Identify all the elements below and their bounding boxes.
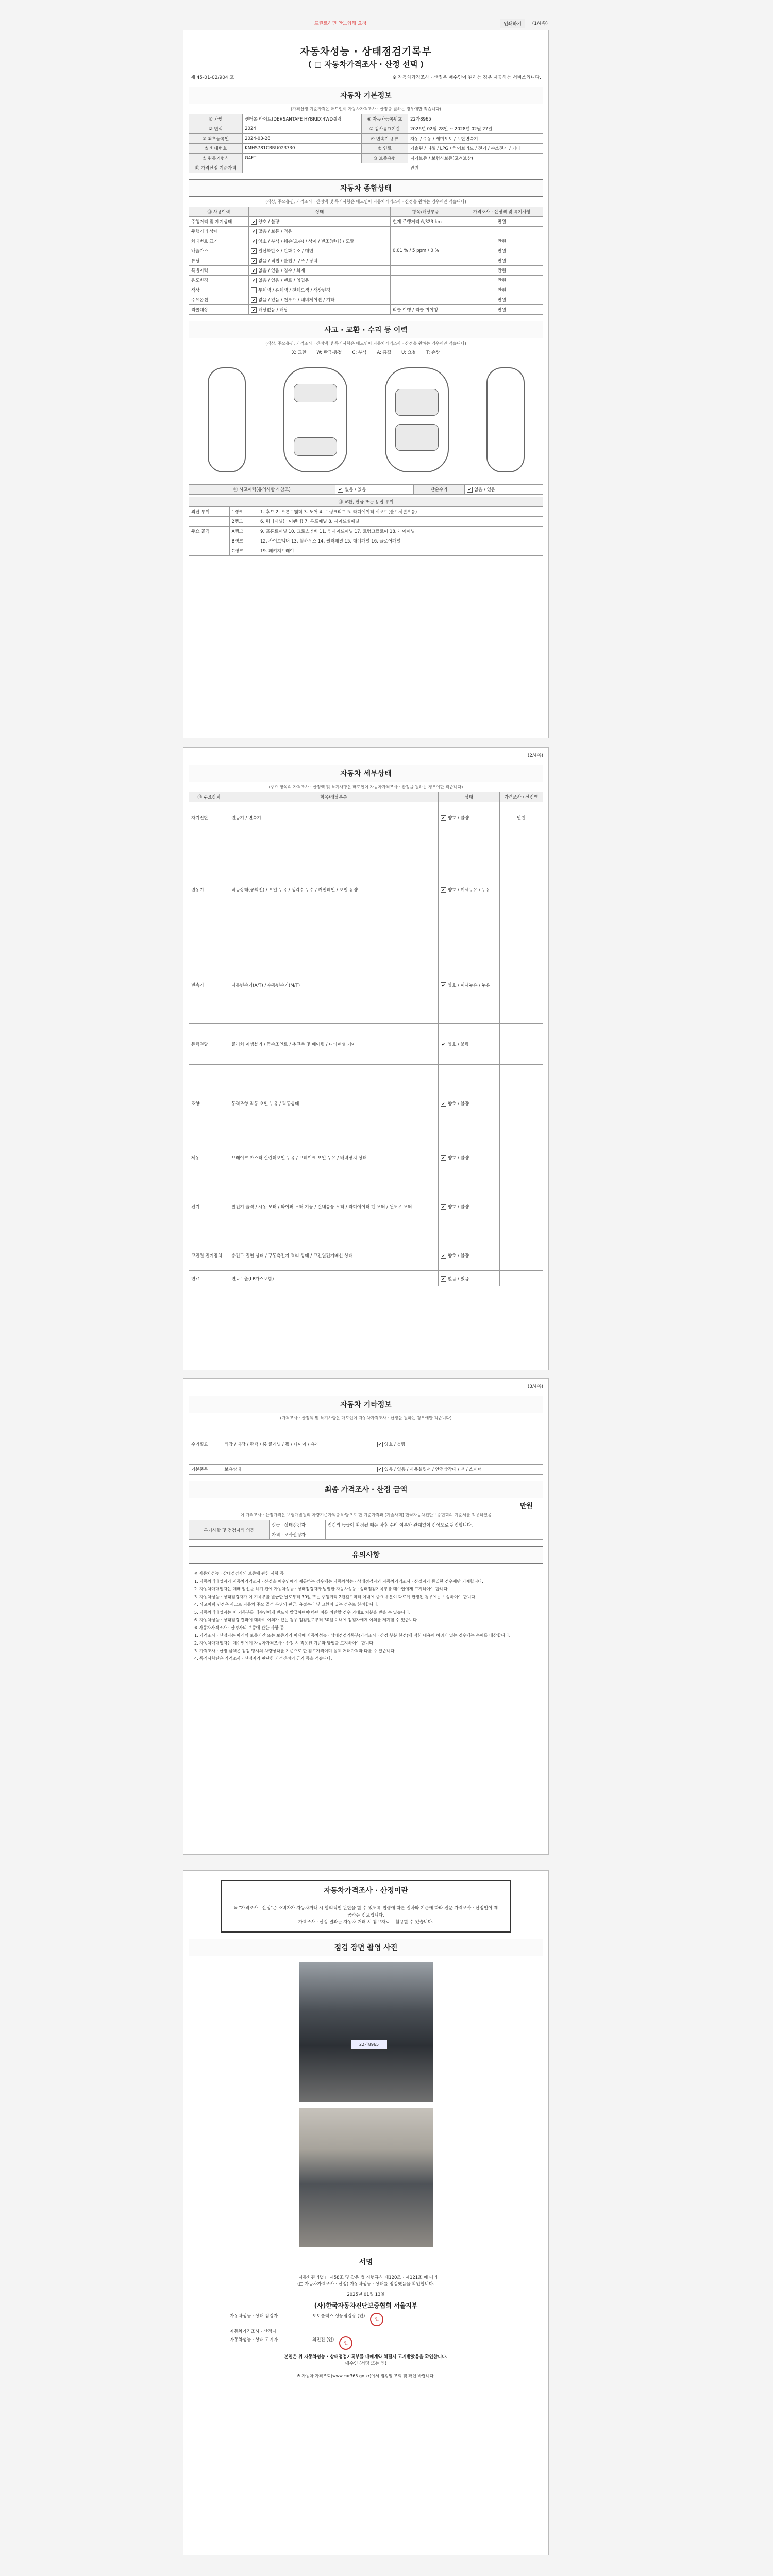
page-number: (2/4쪽) bbox=[527, 753, 543, 758]
page-3 bbox=[183, 1378, 549, 1855]
accident-note: (색상, 주요옵션, 가격조사 · 산정액 및 특기사항은 매도인이 자동차가격조사 · 산정을 원하는 경우에만 적습니다) bbox=[265, 341, 466, 346]
print-hint-link[interactable]: 프린트하면 안보입해 요청 bbox=[314, 21, 367, 26]
sign-row: 자동차성능 · 상태 점검자 오토플렉스 성능점검장 (인) 인 bbox=[230, 2313, 502, 2326]
document-title: 자동차성능 · 상태점검기록부 bbox=[300, 46, 432, 57]
table-row: 기본품목 보유상태 ✔ 있음 / 없음 / 사용설명서 / 안전삼각대 / 잭 / 스패너 bbox=[189, 1465, 543, 1475]
table-row: 동력전달 클러치 어셈블리 / 등속조인트 / 추진축 및 베어링 / 디퍼렌셜 기어 ✔ 양호 / 불량 bbox=[189, 1024, 543, 1065]
page-number: (3/4쪽) bbox=[527, 1384, 543, 1389]
detail-table: ⑮ 주요장치 항목/해당부품 상태 가격조사 · 산정액 자기진단 원동기 / 변속기 ✔ 양호 / 불량 만원 원동기 작동상태(공회전) / 오일 누유 / 냉각수 누수 / 커먼레일 / 오일 유량 ✔ 양호 / 미세누유 / 누유 변속기 자동변속기(A/T) / 수동변속기(M/T) ✔ 양호 / 미세누유 / 누유 동력전달 클러치 어셈블리 / 등속조인트 / 추진축 및 베어링 / 디퍼렌셜 기어 ✔ 양호 / 불량 조향 동력조향 작동 오일 누유 / 작동상태 ✔ 양호 / 불량 제동 브레이크 마스터 실린더오일 누유 / 브레이크 오일 누유 / 배력장치 상태 ✔ 양호 / 불량 전기 발전기 출력 / 시동 모터 / 와이퍼 모터 기능 / 실내송풍 모터 / 라디에이터 팬 모터 / 윈도우 모터 ✔ 양호 / 불량 고전원 전기장치 충전구 절연 상태 / 구동축전지 격리 상태 / 고전원전기배선 상태 ✔ 양호 / 불량 연료 연료누출(LP가스포함) ✔ 없음 / 있음 bbox=[189, 792, 543, 1286]
final-price-value: 만원 bbox=[519, 1502, 533, 1510]
buyer-confirmation: 본인은 위 자동차성능 · 상태점검기록부를 매매계약 체결시 고지받았음을 확인합니다. 매수인 (서명 또는 인) bbox=[284, 2354, 448, 2367]
table-row: 전기 발전기 출력 / 시동 모터 / 와이퍼 모터 기능 / 실내송풍 모터 / 라디에이터 팬 모터 / 윈도우 모터 ✔ 양호 / 불량 bbox=[189, 1173, 543, 1240]
etc-note: (가격조사 · 산정액 및 특기사항은 매도인이 자동차가격조사 · 산정을 원하는 경우에만 적습니다) bbox=[280, 1416, 452, 1420]
sign-statement: 「자동차관리법」 제58조 및 같은 법 시행규칙 제120조 · 제121조 에 따라 (□ 자동차가격조사 · 산정) 자동차성능 · 상태를 점검했음을 확인합니다. 2025년 01월 13일 (사)한국자동차진단보증협회 서울지부 bbox=[294, 2275, 438, 2309]
caution-title: 유의사항 bbox=[189, 1546, 543, 1564]
basic-info-title: 자동차 기본정보 bbox=[189, 87, 543, 104]
seal-icon: 인 bbox=[339, 2336, 352, 2350]
table-row: 2랭크 6. 쿼터패널(리어펜더) 7. 루프패널 8. 사이드실패널 bbox=[189, 517, 543, 527]
table-row: 색상 무채색 / 유채색 / 전체도색 / 색상변경 만원 bbox=[189, 285, 543, 295]
footer-note: ※ 자동차 가격조회(www.car365.go.kr)에서 점검일 조회 및 확인 바랍니다. bbox=[297, 2373, 435, 2378]
seal-icon: 인 bbox=[370, 2313, 383, 2326]
page-1 bbox=[183, 30, 549, 738]
table-row: 주요 골격 A랭크 9. 프론트패널 10. 크로스멤버 11. 인사이드패널 17. 트렁크플로어 18. 리어패널 bbox=[189, 527, 543, 536]
accident-history-table: ⑬ 사고이력(유의사항 4 참조) ✔ 없음 / 있음 단순수리 ✔ 없음 / 있음 bbox=[189, 484, 543, 495]
etc-title: 자동차 기타정보 bbox=[189, 1396, 543, 1413]
sign-row: 자동차가격조사 · 산정자 bbox=[230, 2329, 277, 2334]
table-row: 원동기 작동상태(공회전) / 오일 누유 / 냉각수 누수 / 커먼레일 / 오일 유량 ✔ 양호 / 미세누유 / 누유 bbox=[189, 833, 543, 946]
inspection-photo-front bbox=[299, 1962, 433, 2102]
page-number: (1/4쪽) bbox=[532, 21, 548, 26]
price-notice-box bbox=[221, 1880, 511, 1933]
table-row: 조향 동력조향 작동 오일 누유 / 작동상태 ✔ 양호 / 불량 bbox=[189, 1065, 543, 1142]
sign-title: 서명 bbox=[189, 2253, 543, 2270]
table-row: 외판 부위 1랭크 1. 후드 2. 프론트휀더 3. 도어 4. 트렁크리드 5. 라디에이터 서포트(볼트체결부품) bbox=[189, 507, 543, 517]
photos-title: 점검 장면 촬영 사진 bbox=[189, 1939, 543, 1956]
table-row: 수리필요 외장 / 내장 / 광택 / 룸 클리닝 / 휠 / 타이어 / 유리 ✔ 양호 / 불량 bbox=[189, 1423, 543, 1465]
accident-title: 사고 · 교환 · 수리 등 이력 bbox=[189, 321, 543, 338]
notice-body: ※ "가격조사 · 산정"은 소비자가 자동차거래 시 합리적인 판단을 할 수 있도록 법령에 따른 절차와 기준에 따라 전문 가격조사 · 산정인이 제공하는 정보입니다. 가격조사 · 산정 결과는 자동차 거래 시 참고자료로 활용할 수 있습니다. bbox=[233, 1906, 498, 1925]
notice-title: 자동차가격조사 · 산정이란 bbox=[222, 1881, 510, 1900]
summary-title: 자동차 종합상태 bbox=[189, 179, 543, 197]
table-row: C랭크 19. 패키지트레이 bbox=[189, 546, 543, 556]
parts-table: ⑭ 교환, 판금 또는 용접 부위 외판 부위 1랭크 1. 후드 2. 프론트휀더 3. 도어 4. 트렁크리드 5. 라디에이터 서포트(볼트체결부품) 2랭크 6. 쿼터패널(리어펜더) 7. 루프패널 8. 사이드실패널 주요 골격 A랭크 9. 프론트패널 10. 크로스멤버 11. 인사이드패널 17. 트렁크플로어 18. 리어패널 B랭크 12. 사이드멤버 13. 휠하우스 14. 필러패널 15. 대쉬패널 16. 플로어패널 C랭크 19. 패키지트레이 bbox=[189, 497, 543, 556]
table-row: 특별이력 ✔ 없음 / 있음 / 침수 / 화재 만원 bbox=[189, 266, 543, 276]
document-subtitle: ( □ 자동차가격조사 · 산정 선택 ) bbox=[308, 60, 424, 69]
page-2 bbox=[183, 747, 549, 1370]
table-row: 자기진단 원동기 / 변속기 ✔ 양호 / 불량 만원 bbox=[189, 802, 543, 833]
document-header bbox=[258, 44, 474, 70]
print-button[interactable]: 인쇄하기 bbox=[500, 19, 525, 28]
etc-table bbox=[189, 1423, 543, 1475]
inspector-table: 특기사항 및 점검자의 의견 성능 · 상태점검자 점검의 등급이 확정될 때는 차후 수리 여부와 관계없이 정상으로 판정합니다. 가격 · 조사산정자 bbox=[189, 1520, 543, 1540]
table-row: 제동 브레이크 마스터 실린더오일 누유 / 브레이크 오일 누유 / 배력장치 상태 ✔ 양호 / 불량 bbox=[189, 1142, 543, 1173]
basic-info-table: ① 차명 센터롤 라이트(DE)(SANTAFE HYBRID)4WD캘링 ⑧ 자동차등록번호 22가8965 ② 연식 2024 ⑨ 검사유효기간 2026년 02월 28일 ~ 2028년 02월 27일 ③ 최초등록일 2024-03-28 ④ 변속기 종류 자동 / 수동 / 세미오토 / 무단변속기 ⑤ 차대번호 KMHS781CBRU023730 ⑦ 연료 가솔린 / 디젤 / LPG / 하이브리드 / 전기 / 수소전기 / 기타 ⑥ 원동기형식 G4FT ⑩ 보증유형 자가보증 / 보험사보증(고려보상) ⑪ 가격산정 기준가격 만원 bbox=[189, 114, 543, 173]
car-right-side-diagram bbox=[486, 367, 525, 472]
table-row: 차대번호 표기 ✔ 양호 / 부식 / 훼손(오손) / 상이 / 변조(변타) / 도말 만원 bbox=[189, 236, 543, 246]
table-row: 용도변경 ✔ 없음 / 있음 / 렌트 / 영업용 만원 bbox=[189, 276, 543, 285]
summary-note: (색상, 주요옵션, 가격조사 · 산정액 및 특기사항은 매도인이 자동차가격조사 · 산정을 원하는 경우에만 적습니다) bbox=[265, 199, 466, 204]
car-top-diagram bbox=[283, 367, 347, 472]
doc-number: 제 45-01-02/904 호 bbox=[191, 75, 234, 80]
table-row: 주요옵션 ✔ 없음 / 있음 / 썬루프 / 네비게이션 / 기타 만원 bbox=[189, 295, 543, 305]
table-row: 연료 연료누출(LP가스포함) ✔ 없음 / 있음 bbox=[189, 1271, 543, 1286]
sign-row: 자동차성능 · 상태 고지자 최민진 (인) 인 bbox=[230, 2336, 502, 2350]
table-row: 주행거리 상태 ✔ 많음 / 보통 / 적음 bbox=[189, 227, 543, 236]
table-row: B랭크 12. 사이드멤버 13. 휠하우스 14. 필러패널 15. 대쉬패널 16. 플로어패널 bbox=[189, 536, 543, 546]
detail-note: (주요 항목의 가격조사 · 산정액 및 특기사항은 매도인이 자동차가격조사 · 산정을 원하는 경우에만 적습니다) bbox=[268, 785, 463, 789]
doc-notice: ※ 자동차가격조사 · 산정은 매수인이 원하는 경우 제공하는 서비스입니다. bbox=[392, 75, 541, 80]
table-row: 고전원 전기장치 충전구 절연 상태 / 구동축전지 격리 상태 / 고전원전기배선 상태 ✔ 양호 / 불량 bbox=[189, 1240, 543, 1271]
summary-table: ⑫ 사용이력 상태 항목/해당부품 가격조사 · 산정액 및 특기사항 주행거리 및 계기상태 ✔ 양호 / 불량 현재 주행거리 6,323 km 만원 주행거리 상태 ✔ 많음 / 보통 / 적음 차대번호 표기 ✔ 양호 / 부식 / 훼손(오손) / 상이 / 변조(변타) / 도말 만원 배출가스 ✔ 일산화탄소 / 탄화수소 / 매연 0.01 % / 5 ppm / 0 % 만원 튜닝 ✔ 없음 / 적법 / 불법 / 구조 / 장치 만원 특별이력 ✔ 없음 / 있음 / 침수 / 화재 만원 용도변경 ✔ 없음 / 있음 / 렌트 / 영업용 만원 색상 무채색 / 유채색 / 전체도색 / 색상변경 만원 주요옵션 ✔ 없음 / 있음 / 썬루프 / 네비게이션 / 기타 만원 리콜대상 ✔ 해당없음 / 해당 리콜 이행 / 리콜 미이행 만원 bbox=[189, 207, 543, 315]
table-row: 리콜대상 ✔ 해당없음 / 해당 리콜 이행 / 리콜 미이행 만원 bbox=[189, 305, 543, 315]
detail-title: 자동차 세부상태 bbox=[189, 765, 543, 782]
table-row: 변속기 자동변속기(A/T) / 수동변속기(M/T) ✔ 양호 / 미세누유 / 누유 bbox=[189, 946, 543, 1024]
table-row: 튜닝 ✔ 없음 / 적법 / 불법 / 구조 / 장치 만원 bbox=[189, 256, 543, 266]
page-4 bbox=[183, 1870, 549, 2555]
inspection-photo-rear bbox=[299, 2108, 433, 2247]
car-left-side-diagram bbox=[208, 367, 246, 472]
car-underbody-diagram bbox=[385, 367, 449, 472]
vehicle-diagram bbox=[189, 361, 543, 479]
final-price-note: 이 가격조사 · 산정가격은 보험개발원의 차량기준가액을 바탕으로 한 기준가격과 [기술사회] 한국자동차진단보증협회의 기준서를 적용하였음 bbox=[240, 1513, 492, 1517]
table-row: 주행거리 및 계기상태 ✔ 양호 / 불량 현재 주행거리 6,323 km 만원 bbox=[189, 217, 543, 227]
accident-legend: X: 교환 W: 판금·용접 C: 부식 A: 흠집 U: 요철 T: 손상 bbox=[292, 350, 440, 355]
document-number-line bbox=[191, 74, 541, 80]
caution-box: ※ 자동차성능 · 상태점검자의 보증에 관한 사항 등 1. 자동차매매업자가 자동차가격조사 · 산정을 매수인에게 제공하는 경우에는 자동차성능 · 상태점검자와 자동차가격조사 · 산정자가 동일한 경우에만 기재합니다. 2. 자동차매매업자는 매매 알선을 하기 전에 자동차성능 · 상태점검자가 발행한 자동차성능 · 상태점검기록부를 매수인에게 고지하여야 합니다. 3. 자동차성능 · 상태점검자가 이 기록부를 발급한 날로부터 30일 또는 주행거리 2천킬로미터 이내에 중요 부분이 다르게 판정된 경우에는 보상하여야 합니다. 4. 사고이력 인정은 사고로 자동차 주요 골격 부위의 판금, 용접수리 및 교환이 있는 경우로 한정합니다. 5. 자동차매매업자는 이 기록부를 매수인에게 반드시 발급하여야 하며 이를 위반할 경우 과태료 처분을 받을 수 있습니다. 6. 자동차성능 · 상태점검 결과에 대하여 이의가 있는 경우 점검일로부터 30일 이내에 점검자에게 이의를 제기할 수 있습니다. ※ 자동차가격조사 · 산정자의 보증에 관한 사항 등 1. 가격조사 · 산정자는 아래의 보증기간 또는 보증거리 이내에 자동차성능 · 상태점검기록부(가격조사 · 산정 부분 한정)에 적힌 내용에 허위가 있는 경우에는 손해를 배상합니다. 2. 자동차매매업자는 매수인에게 자동차가격조사 · 산정 시 적용된 기준과 방법을 고지하여야 합니다. 3. 가격조사 · 산정 금액은 점검 당시의 차량상태를 기준으로 한 참고가격이며 실제 거래가격과 다를 수 있습니다. 4. 특기사항란은 가격조사 · 산정자가 판단한 가격산정의 근거 등을 적습니다. bbox=[189, 1564, 543, 1669]
table-row: 배출가스 ✔ 일산화탄소 / 탄화수소 / 매연 0.01 % / 5 ppm / 0 % 만원 bbox=[189, 246, 543, 256]
final-price-title: 최종 가격조사 · 산정 금액 bbox=[189, 1481, 543, 1498]
license-plate: 22가8965 bbox=[350, 2040, 388, 2050]
basic-info-note: (가격산정 기준가격은 매도인이 자동차가격조사 · 산정을 원하는 경우에만 적습니다) bbox=[291, 107, 441, 111]
